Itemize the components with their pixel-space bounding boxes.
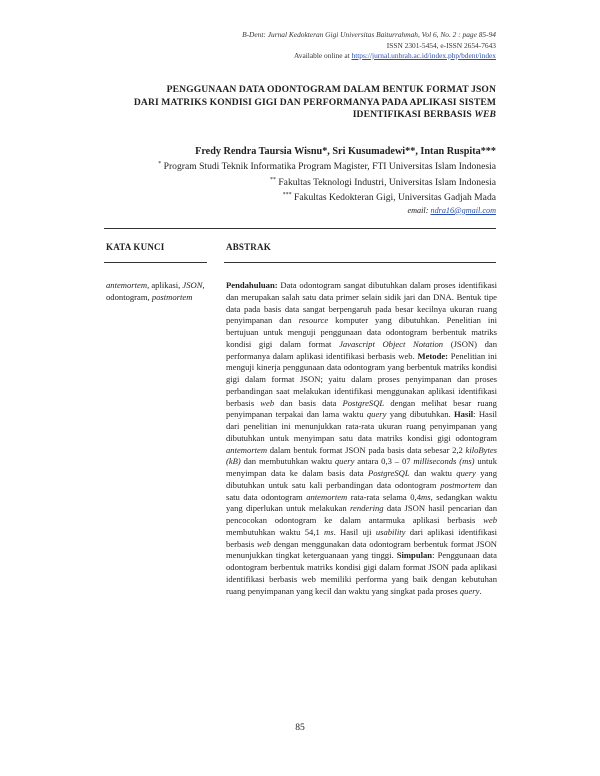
abstract-text: (JSON) dan performanya dalam aplikasi identifikasi berbasis web.	[226, 338, 497, 361]
title-line-2: DARI MATRIKS KONDISI GIGI DAN PERFORMANYA PADA APLIKASI SISTEM	[133, 96, 496, 108]
affiliation-2	[158, 174, 496, 190]
affiliation-3	[158, 189, 496, 205]
abstract-term: milliseconds (ms)	[413, 456, 475, 467]
keyword-json: JSON	[182, 280, 203, 290]
abstract-text: dengan melihat besar ruang penyimpanan terpakai dan lama waktu	[226, 397, 497, 420]
abstract-text: dan satu data odontogram	[226, 479, 498, 502]
title-line-3	[104, 109, 496, 122]
journal-citation: B-Dent: Jurnal Kedokteran Gigi Universitas Baiturrahmah, Vol 6, No. 2 : page 85-94	[242, 30, 496, 39]
abstract-text: dan waktu	[409, 468, 457, 478]
section-label: Simpulan	[396, 550, 433, 561]
keywords-list: antemortem, aplikasi, JSON, odontogram, postmortem	[106, 280, 205, 302]
abstract-text: Data odontogram sangat dibutuhkan dalam proses identifikasi dan merupakan salah satu data primer selain sidik jari dan DNA. Bentuk tipe data pada basis data sangat berpengaruh pada besar kecilnya ukuran ruang penyimpanan dan	[226, 280, 497, 326]
abstract-term: postmortem	[440, 479, 481, 490]
abstract-text: antara 0,3 – 07	[354, 456, 414, 467]
abstract-term: usability	[375, 526, 406, 537]
abstract-term: web	[483, 515, 497, 525]
abstract-text: membutuhkan waktu 54,1	[226, 526, 325, 537]
abstract-term: Javascript Object Notation	[339, 338, 444, 349]
abstract-term: ms	[421, 491, 431, 502]
title-line-3-text: IDENTIFIKASI BERBASIS	[352, 109, 475, 121]
abstract-term: query	[334, 456, 355, 467]
affiliations	[158, 158, 496, 217]
abstract-body	[226, 280, 497, 597]
abstract-text: . Hasil uji	[333, 526, 376, 537]
keyword-postmortem: postmortem	[151, 291, 193, 302]
abstract-term: query	[366, 409, 387, 420]
journal-header	[242, 30, 496, 62]
abstract-term: antemortem	[306, 491, 348, 502]
abstract-text: Penelitian ini menguji kinerja penggunaan data odontogram yang berbentuk matriks kondisi gigi dalam format JSON; yaitu dalam proses penyimpanan dan proses perbandingan saat melakukan identifikasi menggunakan aplikasi identifikasi berbasis	[226, 350, 497, 408]
abstract-divider	[224, 262, 496, 263]
email-link[interactable]: ndra16@gmail.com	[430, 205, 496, 215]
section-label: Pendahuluan:	[226, 280, 278, 290]
affiliation-text: Fakultas Teknologi Industri, Universitas Islam Indonesia	[278, 176, 496, 188]
abstract-term: query	[456, 468, 476, 478]
affiliation-mark: *	[158, 161, 162, 167]
abstract-text: komputer yang dibutuhkan. Penelitian ini bertujuan untuk menguji penggunaan data odontogram berbentuk matriks kondisi gigi dalam format	[226, 315, 497, 349]
abstract-term: rendering	[349, 503, 384, 514]
abstract-text: : Hasil dari penelitian ini menunjukkan rata-rata ukuran ruang penyimpanan yang dibutuhkan untuk menyimpan satu data matriks kondisi gigi odontogram	[226, 409, 497, 443]
section-label: Metode:	[417, 350, 449, 361]
abstract-term: PostgreSQL	[342, 397, 385, 408]
abstract-term: PostgreSQL	[367, 468, 410, 478]
abstract-text: .	[479, 585, 482, 596]
abstract-text: yang dibutuhkan.	[386, 409, 454, 420]
issn-line: ISSN 2301-5454, e-ISSN 2654-7643	[386, 40, 496, 50]
title-line-1: PENGGUNAAN DATA ODONTOGRAM DALAM BENTUK FORMAT JSON	[166, 84, 496, 95]
page-number: 85	[295, 722, 305, 733]
keywords-heading: KATA KUNCI	[106, 242, 165, 252]
keyword-aplikasi: aplikasi	[151, 280, 179, 290]
abstract-text: , sedangkan waktu yang diperlukan untuk melakukan	[226, 491, 497, 514]
abstract-term: ms	[324, 526, 334, 537]
affiliation-text: Program Studi Teknik Informatika Program Magister, FTI Universitas Islam Indonesia	[163, 161, 496, 173]
affiliation-mark: **	[269, 176, 276, 183]
abstract-text: rata-rata selama 0,4	[347, 491, 421, 502]
top-divider	[104, 228, 496, 229]
abstract-text: dan membutuhkan waktu	[240, 456, 335, 467]
abstract-text: dalam bentuk format JSON pada basis data sebesar 2,2	[267, 444, 466, 455]
author-list: Fredy Rendra Taursia Wisnu*, Sri Kusumadewi**, Intan Ruspita***	[195, 146, 496, 157]
keywords-divider	[104, 262, 207, 263]
abstract-term: antemortem	[226, 444, 268, 455]
keyword-antemortem: antemortem	[106, 280, 148, 290]
journal-url-link[interactable]: https://jurnal.unbrah.ac.id/index.php/bdent/index	[351, 51, 496, 60]
email-label: email:	[407, 205, 431, 215]
section-label: Hasil	[454, 409, 474, 420]
abstract-term: web	[260, 397, 275, 408]
abstract-text: untuk menyimpan data ke dalam basis data	[226, 456, 497, 478]
keyword-odontogram: odontogram	[106, 291, 148, 302]
abstract-term: kiloBytes (kB)	[226, 444, 497, 467]
title-line-3-italic: WEB	[474, 109, 496, 121]
abstract-term: query	[459, 585, 480, 596]
affiliation-text: Fakultas Kedokteran Gigi, Universitas Gadjah Mada	[294, 192, 496, 204]
abstract-term: resource	[298, 315, 329, 326]
abstract-text: yang dibutuhkan untuk satu kali perbandingan data odontogram	[226, 468, 497, 490]
abstract-text: data JSON hasil pencarian dan pencocokan odontogram ke dalam antarmuka aplikasi berbasis	[226, 503, 497, 525]
affiliation-mark: ***	[282, 192, 292, 199]
availability-line	[242, 51, 496, 62]
abstract-text: dari aplikasi identifikasi berbasis	[226, 526, 498, 549]
abstract-text: dengan menggunakan data odontogram berbentuk format JSON menunjukkan tingkat keterguanaan yang tinggi.	[226, 538, 497, 561]
email-line	[158, 205, 496, 217]
abstract-text: dan basis data	[274, 397, 343, 408]
abstract-heading: ABSTRAK	[226, 242, 271, 252]
affiliation-1	[158, 158, 496, 174]
paper-title	[104, 84, 496, 122]
abstract-term: web	[256, 538, 271, 549]
availability-prefix: Available online at	[293, 51, 352, 60]
abstract-text: : Penggunaan data odontogram berbentuk matriks kondisi gigi dalam format JSON pada aplikasi identifikasi berbasis web memiliki performa yang baik dengan kebutuhan ruang penyimpanan yang kecil dan waktu yang singkat pada proses	[226, 550, 497, 596]
